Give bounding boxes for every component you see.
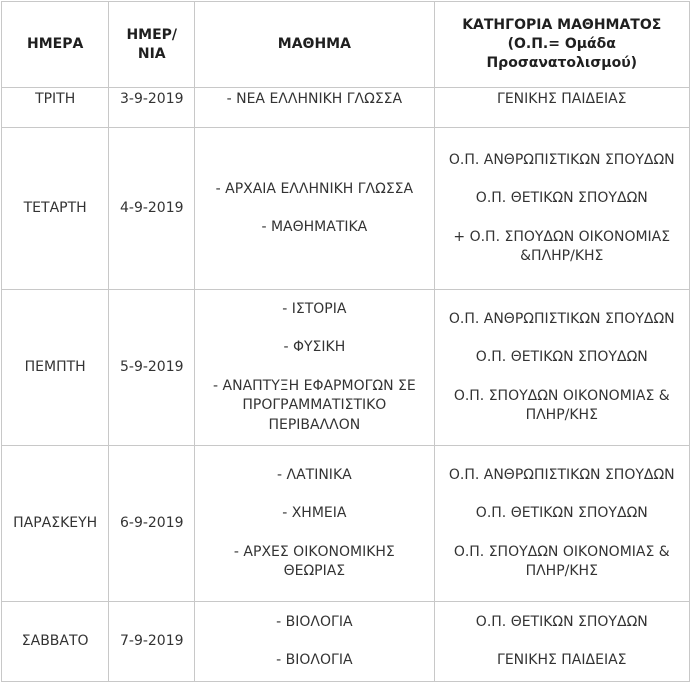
day-cell: ΤΕΤΑΡΤΗ: [2, 128, 109, 290]
subject-cell: [195, 128, 434, 290]
table-row: [2, 446, 690, 602]
subject-item: - ΑΝΑΠΤΥΞΗ ΕΦΑΡΜΟΓΩΝ ΣΕ ΠΡΟΓΡΑΜΜΑΤΙΣΤΙΚΟ ΠΕΡΙΒΑΛΛΟΝ: [213, 377, 416, 433]
category-item: Ο.Π. ΑΝΘΡΩΠΙΣΤΙΚΩΝ ΣΠΟΥΔΩΝ: [448, 151, 675, 168]
day-cell: ΠΑΡΑΣΚΕΥΗ: [2, 446, 109, 602]
header-subject-label: ΜΑΘΗΜΑ: [277, 36, 351, 52]
table-row: [2, 128, 690, 290]
date-cell: 3-9-2019: [109, 88, 195, 128]
table-row: [2, 602, 690, 682]
subject-item: - ΧΗΜΕΙΑ: [282, 505, 347, 521]
header-category-line3: Προσανατολισμού): [486, 55, 638, 71]
subject-item: - ΑΡΧΑΙΑ ΕΛΛΗΝΙΚΗ ΓΛΩΣΣΑ: [215, 180, 414, 197]
category-item: Ο.Π. ΣΠΟΥΔΩΝ ΟΙΚΟΝΟΜΙΑΣ & ΠΛΗΡ/ΚΗΣ: [453, 543, 670, 579]
subject-cell: [195, 88, 434, 128]
subject-cell: [195, 446, 434, 602]
category-item: + Ο.Π. ΣΠΟΥΔΩΝ ΟΙΚΟΝΟΜΙΑΣ &ΠΛΗΡ/ΚΗΣ: [453, 228, 671, 264]
day-cell: ΠΕΜΠΤΗ: [2, 290, 109, 446]
subject-item: - ΙΣΤΟΡΙΑ: [282, 300, 347, 317]
subject-item: - ΒΙΟΛΟΓΙΑ: [276, 652, 353, 668]
subject-cell: [195, 602, 434, 682]
category-item: Ο.Π. ΘΕΤΙΚΩΝ ΣΠΟΥΔΩΝ: [475, 613, 648, 630]
category-cell: [434, 602, 689, 682]
category-cell: [434, 128, 689, 290]
subject-item: - ΑΡΧΕΣ ΟΙΚΟΝΟΜΙΚΗΣ ΘΕΩΡΙΑΣ: [233, 543, 395, 579]
category-item: Ο.Π. ΘΕΤΙΚΩΝ ΣΠΟΥΔΩΝ: [475, 505, 648, 521]
header-date-line1: ΗΜΕΡ/: [126, 26, 178, 43]
category-item: ΓΕΝΙΚΗΣ ΠΑΙΔΕΙΑΣ: [497, 91, 627, 107]
category-item: Ο.Π. ΣΠΟΥΔΩΝ ΟΙΚΟΝΟΜΙΑΣ & ΠΛΗΡ/ΚΗΣ: [453, 387, 670, 423]
table-header-row: [2, 2, 690, 88]
subject-item: - ΜΑΘΗΜΑΤΙΚΑ: [261, 219, 368, 235]
subject-cell: [195, 290, 434, 446]
category-cell: [434, 88, 689, 128]
header-day-label: ΗΜΕΡΑ: [27, 36, 84, 52]
date-cell: 6-9-2019: [109, 446, 195, 602]
table-row: [2, 290, 690, 446]
cropped-text-fragment: [0, 678, 692, 684]
category-item: Ο.Π. ΑΝΘΡΩΠΙΣΤΙΚΩΝ ΣΠΟΥΔΩΝ: [448, 466, 675, 483]
category-item: Ο.Π. ΑΝΘΡΩΠΙΣΤΙΚΩΝ ΣΠΟΥΔΩΝ: [448, 310, 675, 327]
header-subject: [195, 2, 434, 88]
subject-item: - ΒΙΟΛΟΓΙΑ: [276, 613, 353, 630]
header-date: [109, 2, 195, 88]
header-category: [434, 2, 689, 88]
category-item: ΓΕΝΙΚΗΣ ΠΑΙΔΕΙΑΣ: [497, 652, 627, 668]
day-cell: ΤΡΙΤΗ: [2, 88, 109, 128]
day-cell: ΣΑΒΒΑΤΟ: [2, 602, 109, 682]
subject-item: - ΦΥΣΙΚΗ: [283, 339, 346, 356]
date-cell: 5-9-2019: [109, 290, 195, 446]
category-item: Ο.Π. ΘΕΤΙΚΩΝ ΣΠΟΥΔΩΝ: [475, 349, 648, 365]
exam-schedule-table: [1, 1, 690, 682]
header-day: [2, 2, 109, 88]
header-date-line2: ΝΙΑ: [137, 45, 166, 62]
subject-item: - ΝΕΑ ΕΛΛΗΝΙΚΗ ΓΛΩΣΣΑ: [226, 91, 403, 107]
header-category-line2: (Ο.Π.= Ομάδα: [507, 36, 616, 52]
header-category-line1: ΚΑΤΗΓΟΡΙΑ ΜΑΘΗΜΑΤΟΣ: [462, 17, 662, 33]
category-item: Ο.Π. ΘΕΤΙΚΩΝ ΣΠΟΥΔΩΝ: [475, 190, 648, 206]
table-row: [2, 88, 690, 128]
date-cell: 7-9-2019: [109, 602, 195, 682]
date-cell: 4-9-2019: [109, 128, 195, 290]
category-cell: [434, 446, 689, 602]
category-cell: [434, 290, 689, 446]
subject-item: - ΛΑΤΙΝΙΚΑ: [277, 466, 352, 483]
